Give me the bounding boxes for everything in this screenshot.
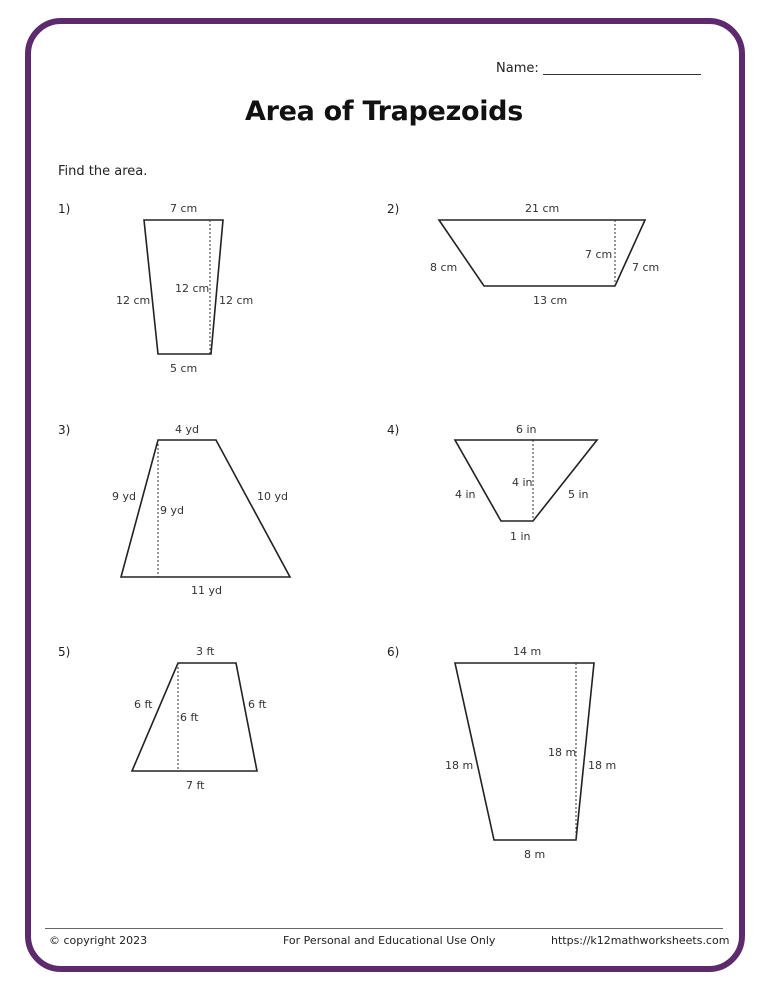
problem-number: 1) <box>58 202 71 216</box>
right-side-label: 7 cm <box>632 261 660 274</box>
height-label: 12 cm <box>175 282 210 295</box>
top-base-label: 21 cm <box>525 202 560 215</box>
left-side-label: 9 yd <box>112 490 136 503</box>
left-side-label: 4 in <box>455 488 476 501</box>
page-title: Area of Trapezoids <box>245 96 523 127</box>
bottom-base-label: 13 cm <box>533 294 568 307</box>
problem-number: 5) <box>58 645 71 659</box>
top-base-label: 6 in <box>516 423 537 436</box>
problem-number: 3) <box>58 423 71 437</box>
site-url[interactable]: https://k12mathworksheets.com <box>551 934 730 947</box>
right-side-label: 18 m <box>588 759 617 772</box>
bottom-base-label: 7 ft <box>186 779 205 792</box>
instructions: Find the area. <box>58 164 148 179</box>
right-side-label: 5 in <box>568 488 589 501</box>
height-label: 7 cm <box>585 248 613 261</box>
bottom-base-label: 11 yd <box>191 584 222 597</box>
problem-number: 6) <box>387 645 400 659</box>
height-label: 4 in <box>512 476 533 489</box>
top-base-label: 4 yd <box>175 423 199 436</box>
top-base-label: 3 ft <box>196 645 215 658</box>
height-label: 18 m <box>548 746 577 759</box>
left-side-label: 18 m <box>445 759 474 772</box>
footer-divider <box>45 928 723 929</box>
trapezoid-3 <box>121 440 290 577</box>
right-side-label: 6 ft <box>248 698 267 711</box>
height-label: 9 yd <box>160 504 184 517</box>
bottom-base-label: 8 m <box>524 848 546 861</box>
problem-number: 2) <box>387 202 400 216</box>
bottom-base-label: 5 cm <box>170 362 198 375</box>
left-side-label: 6 ft <box>134 698 153 711</box>
left-side-label: 12 cm <box>116 294 151 307</box>
right-side-label: 10 yd <box>257 490 288 503</box>
top-base-label: 14 m <box>513 645 542 658</box>
copyright-text: © copyright 2023 <box>49 934 148 947</box>
top-base-label: 7 cm <box>170 202 198 215</box>
right-side-label: 12 cm <box>219 294 254 307</box>
trapezoid-2 <box>439 220 645 286</box>
usage-text: For Personal and Educational Use Only <box>283 934 496 947</box>
problem-number: 4) <box>387 423 400 437</box>
name-label: Name: <box>496 61 539 76</box>
height-label: 6 ft <box>180 711 199 724</box>
left-side-label: 8 cm <box>430 261 458 274</box>
bottom-base-label: 1 in <box>510 530 531 543</box>
